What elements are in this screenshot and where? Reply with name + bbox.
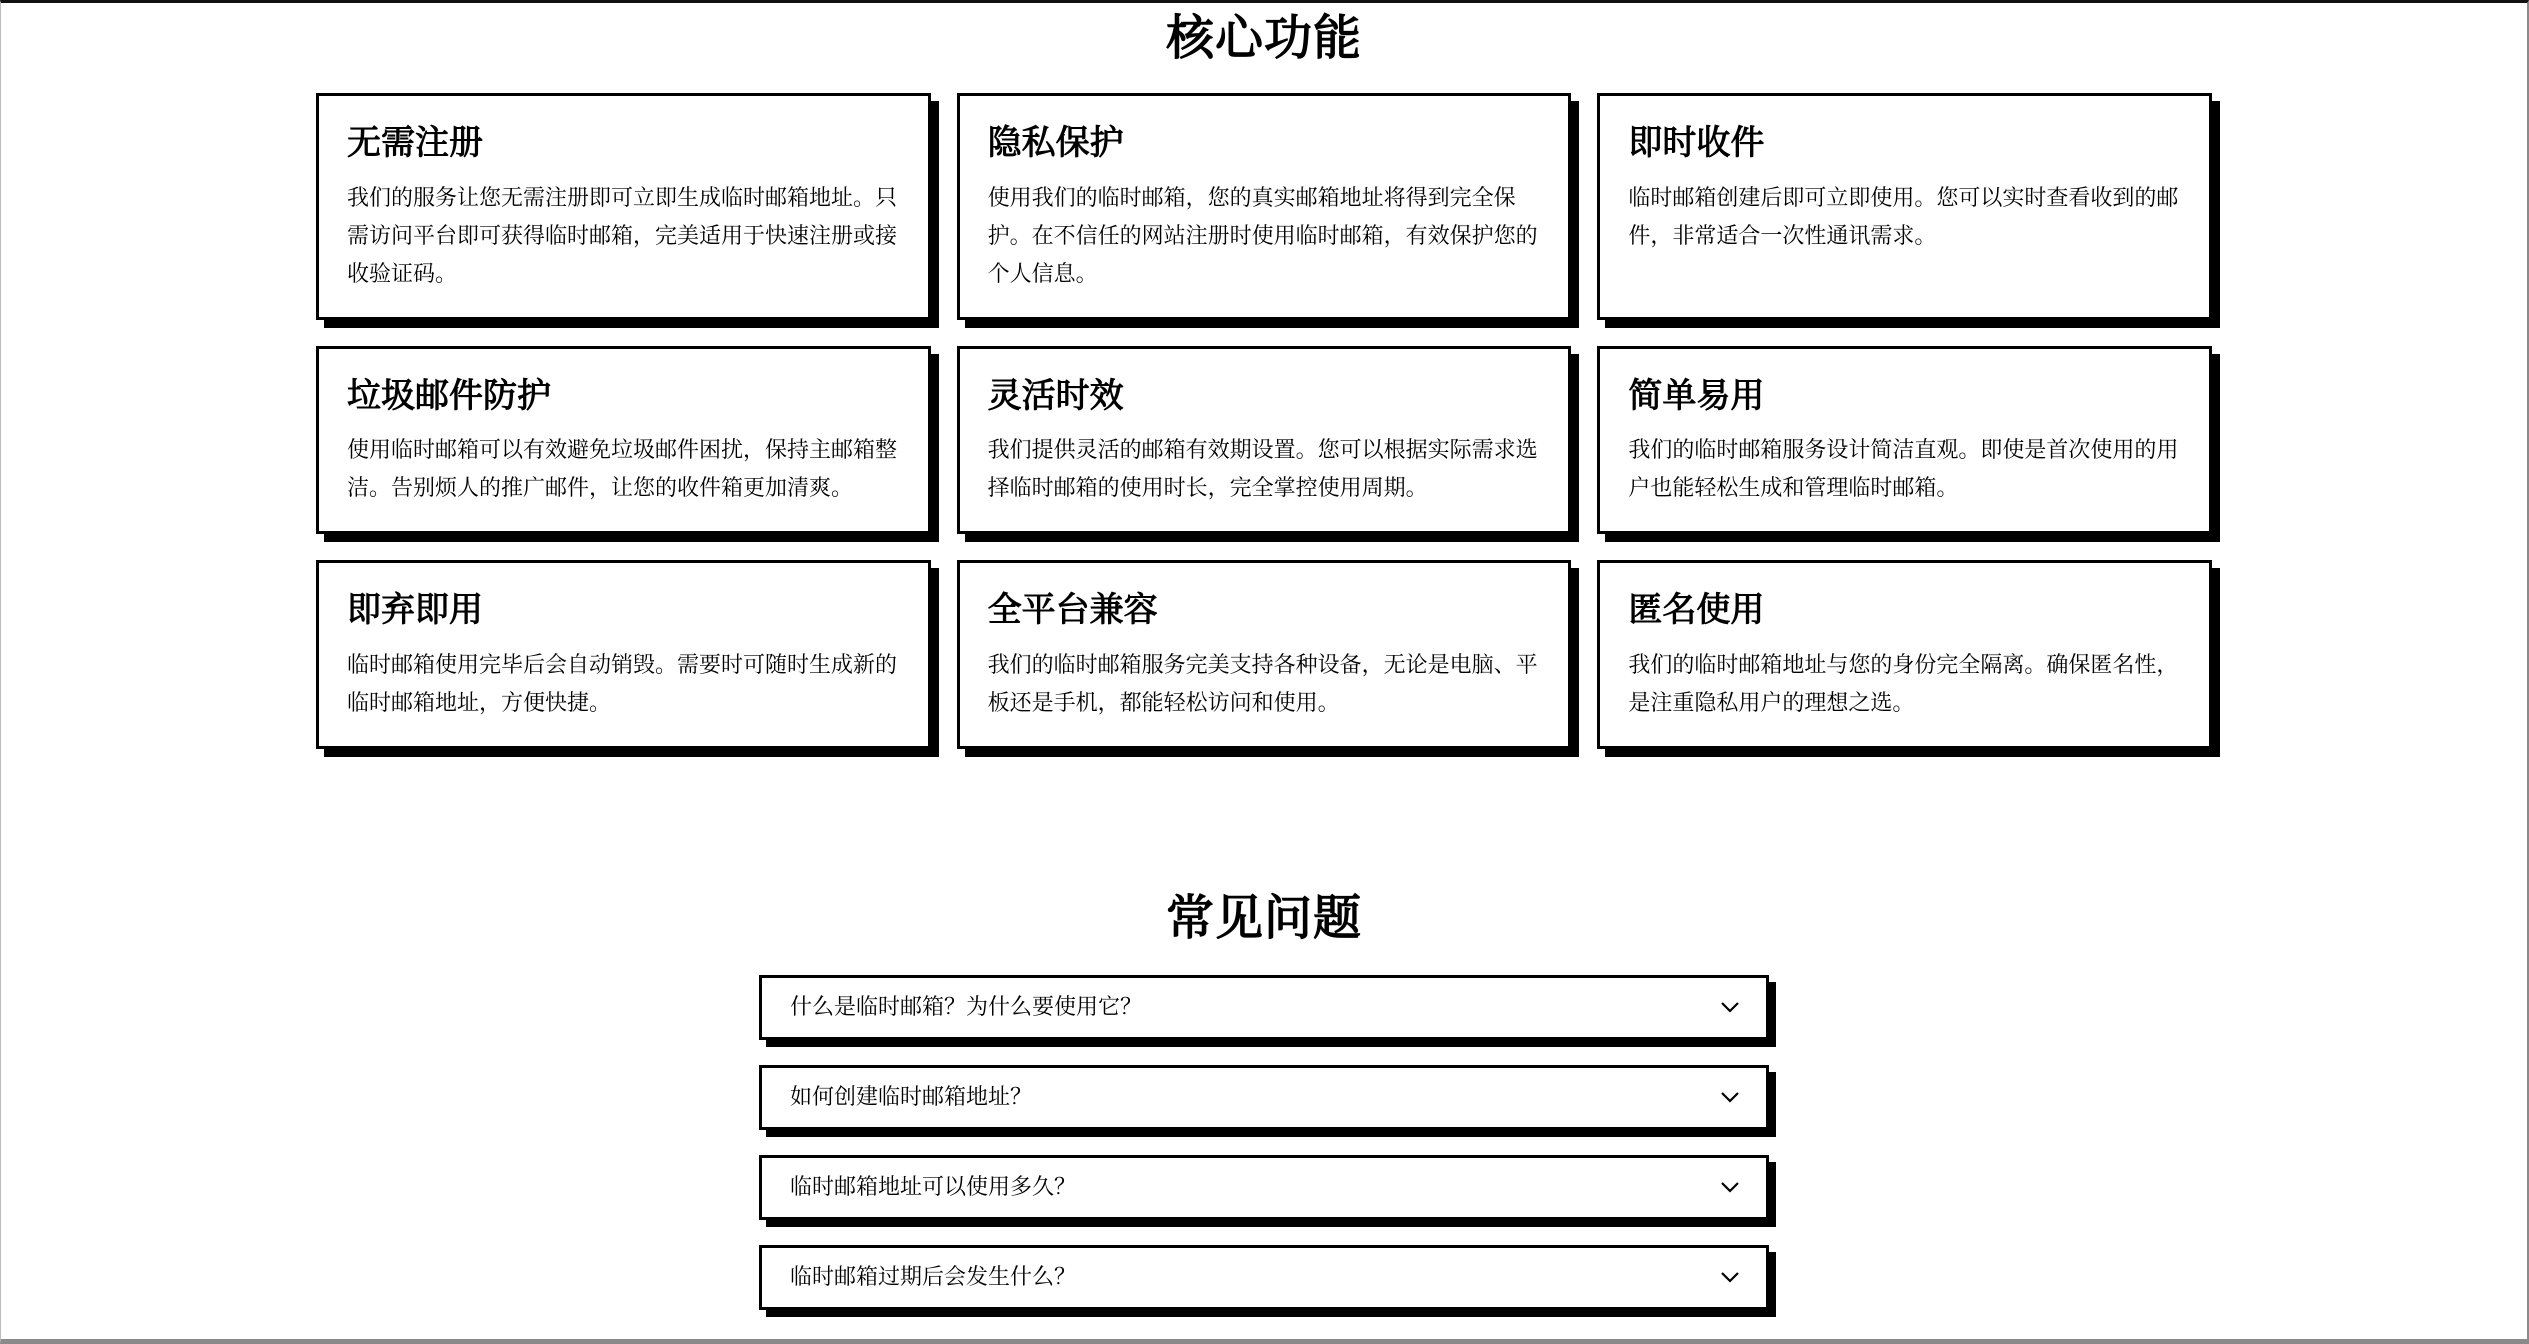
feature-card-easy-to-use [1597, 346, 2212, 535]
chevron-down-icon [1720, 1271, 1740, 1283]
features-section-title: 核心功能 [1165, 12, 1362, 65]
feature-card-description: 使用临时邮箱可以有效避免垃圾邮件困扰，保持主邮箱整洁。告别烦人的推广邮件，让您的收件箱更加清爽。 [347, 437, 898, 500]
feature-card-title: 隐私保护 [987, 124, 1124, 162]
chevron-down-icon [1720, 1091, 1740, 1103]
features-grid [316, 93, 2212, 749]
feature-card-instant-receive [1597, 93, 2212, 320]
feature-card-description: 我们的临时邮箱服务设计简洁直观。即使是首次使用的用户也能轻松生成和管理临时邮箱。 [1628, 437, 2179, 500]
feature-card-description: 使用我们的临时邮箱，您的真实邮箱地址将得到完全保护。在不信任的网站注册时使用临时邮箱，有效保护您的个人信息。 [987, 184, 1538, 286]
faq-question: 如何创建临时邮箱地址？ [790, 1083, 1033, 1109]
faq-section [1, 889, 2527, 1310]
chevron-down-icon [1720, 1001, 1740, 1013]
faq-item-what-is-temp-mail[interactable] [759, 975, 1769, 1040]
feature-card-disposable [316, 560, 931, 749]
feature-card-title: 垃圾邮件防护 [347, 376, 551, 415]
feature-card-description: 我们的临时邮箱地址与您的身份完全隔离。确保匿名性，是注重隐私用户的理想之选。 [1628, 651, 2179, 715]
feature-card-description: 我们提供灵活的邮箱有效期设置。您可以根据实际需求选择临时邮箱的使用时长，完全掌控使用周期。 [987, 437, 1538, 500]
feature-card-title: 无需注册 [347, 124, 483, 162]
feature-card-title: 即弃即用 [347, 591, 483, 629]
faq-item-how-to-create[interactable] [759, 1065, 1769, 1130]
feature-card-description: 临时邮箱使用完毕后会自动销毁。需要时可随时生成新的临时邮箱地址，方便快捷。 [347, 651, 898, 715]
feature-card-title: 即时收件 [1628, 124, 1765, 162]
feature-card-anonymous [1597, 560, 2212, 749]
faq-question: 什么是临时邮箱？为什么要使用它？ [790, 993, 1143, 1019]
feature-card-no-registration [316, 93, 931, 320]
feature-card-title: 全平台兼容 [987, 591, 1158, 629]
feature-card-description: 我们的服务让您无需注册即可立即生成临时邮箱地址。只需访问平台即可获得临时邮箱，完美适用于快速注册或接收验证码。 [347, 184, 898, 286]
feature-card-description: 临时邮箱创建后即可立即使用。您可以实时查看收到的邮件，非常适合一次性通讯需求。 [1628, 184, 2179, 248]
features-section [1, 9, 2527, 749]
faq-section-title: 常见问题 [1165, 891, 1362, 945]
feature-card-title: 灵活时效 [987, 376, 1124, 415]
chevron-down-icon [1720, 1181, 1740, 1193]
feature-card-spam-protection [316, 346, 931, 535]
feature-card-flexible-expiry [957, 346, 1572, 535]
feature-card-description: 我们的临时邮箱服务完美支持各种设备，无论是电脑、平板还是手机，都能轻松访问和使用。 [987, 651, 1538, 715]
faq-list [759, 975, 1769, 1310]
feature-card-cross-platform [957, 560, 1572, 749]
feature-card-title: 简单易用 [1628, 376, 1765, 415]
feature-card-privacy [957, 93, 1572, 320]
faq-item-after-expiry[interactable] [759, 1245, 1769, 1310]
feature-card-title: 匿名使用 [1628, 591, 1765, 629]
faq-question: 临时邮箱地址可以使用多久？ [790, 1173, 1077, 1199]
faq-question: 临时邮箱过期后会发生什么？ [790, 1263, 1077, 1289]
faq-item-how-long-usable[interactable] [759, 1155, 1769, 1220]
